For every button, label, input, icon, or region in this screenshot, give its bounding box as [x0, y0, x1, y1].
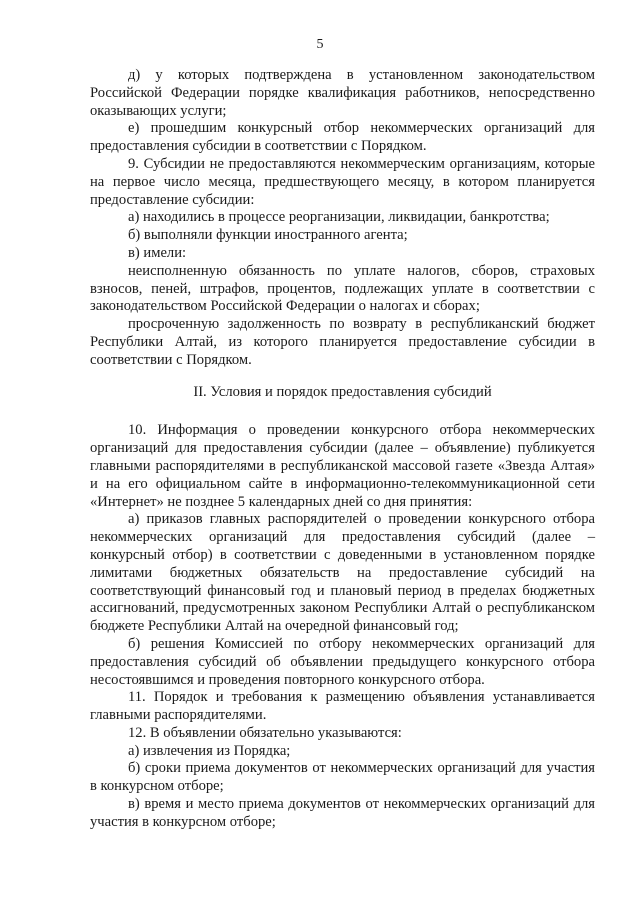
- paragraph-9a: а) находились в процессе реорганизации, ликвидации, банкротства;: [128, 209, 550, 226]
- paragraph-11: 11. Порядок и требования к размещению объявления устанавливается главными распорядителями.: [90, 689, 595, 724]
- paragraph-9b: б) выполняли функции иностранного агента;: [128, 227, 408, 244]
- paragraph-8e: е) прошедшим конкурсный отбор некоммерческих организаций для предоставления субсидии в соответствии с Порядком.: [90, 120, 595, 155]
- paragraph-9v-debt: просроченную задолженность по возврату в республиканский бюджет Республики Алтай, из которого планируется предоставление субсидии в соответствии с Порядком.: [90, 316, 595, 368]
- paragraph-10: 10. Информация о проведении конкурсного отбора некоммерческих организаций для предоставления субсидии (далее – объявление) публикуется главными распорядителями в республиканской массовой газете «Звезда Алтая» и на его официальном сайте в информационно-телекоммуникационной сети «Интернет» не позднее 5 календарных дней со дня принятия:: [90, 422, 595, 510]
- paragraph-9v: в) имели:: [128, 244, 187, 261]
- page-number: 5: [316, 37, 324, 52]
- paragraph-12b: б) сроки приема документов от некоммерческих организаций для участия в конкурсном отборе;: [90, 760, 595, 795]
- paragraph-10b: б) решения Комиссией по отбору некоммерческих организаций для предоставления субсидий об объявлении предыдущего конкурсного отбора несостоявшимся и проведения повторного конкурсного отбора.: [90, 635, 595, 688]
- paragraph-12a: а) извлечения из Порядка;: [128, 742, 291, 759]
- document-body: [90, 67, 595, 832]
- paragraph-9v-taxes: неисполненную обязанность по уплате налогов, сборов, страховых взносов, пеней, штрафов, процентов, подлежащих уплате в соответствии с законодательством Российской Федерации о налогах и сборах;: [90, 262, 595, 315]
- section-heading: II. Условия и порядок предоставления субсидий: [193, 383, 492, 400]
- paragraph-12v: в) время и место приема документов от некоммерческих организаций для участия в конкурсном отборе;: [90, 796, 595, 830]
- paragraph-9: 9. Субсидии не предоставляются некоммерческим организациям, которые на первое число месяца, предшествующего месяцу, в котором планируется предоставление субсидии:: [90, 155, 595, 208]
- paragraph-12: 12. В объявлении обязательно указываются:: [128, 724, 402, 741]
- paragraph-10a: а) приказов главных распорядителей о проведении конкурсного отбора некоммерческих организаций для предоставления субсидий (далее – конкурсный отбор) в соответствии с доведенными в установленном порядке лимитами бюджетных обязательств на предоставление субсидий на соответствующий финансовый год и плановый период в пределах бюджетных ассигнований, предусмотренных законом Республики Алтай о республиканском бюджете Республики Алтай на очередной финансовый год;: [90, 511, 595, 635]
- paragraph-8d: д) у которых подтверждена в установленном законодательством Российской Федерации порядке квалификация работников, непосредственно оказывающих услуги;: [90, 67, 595, 119]
